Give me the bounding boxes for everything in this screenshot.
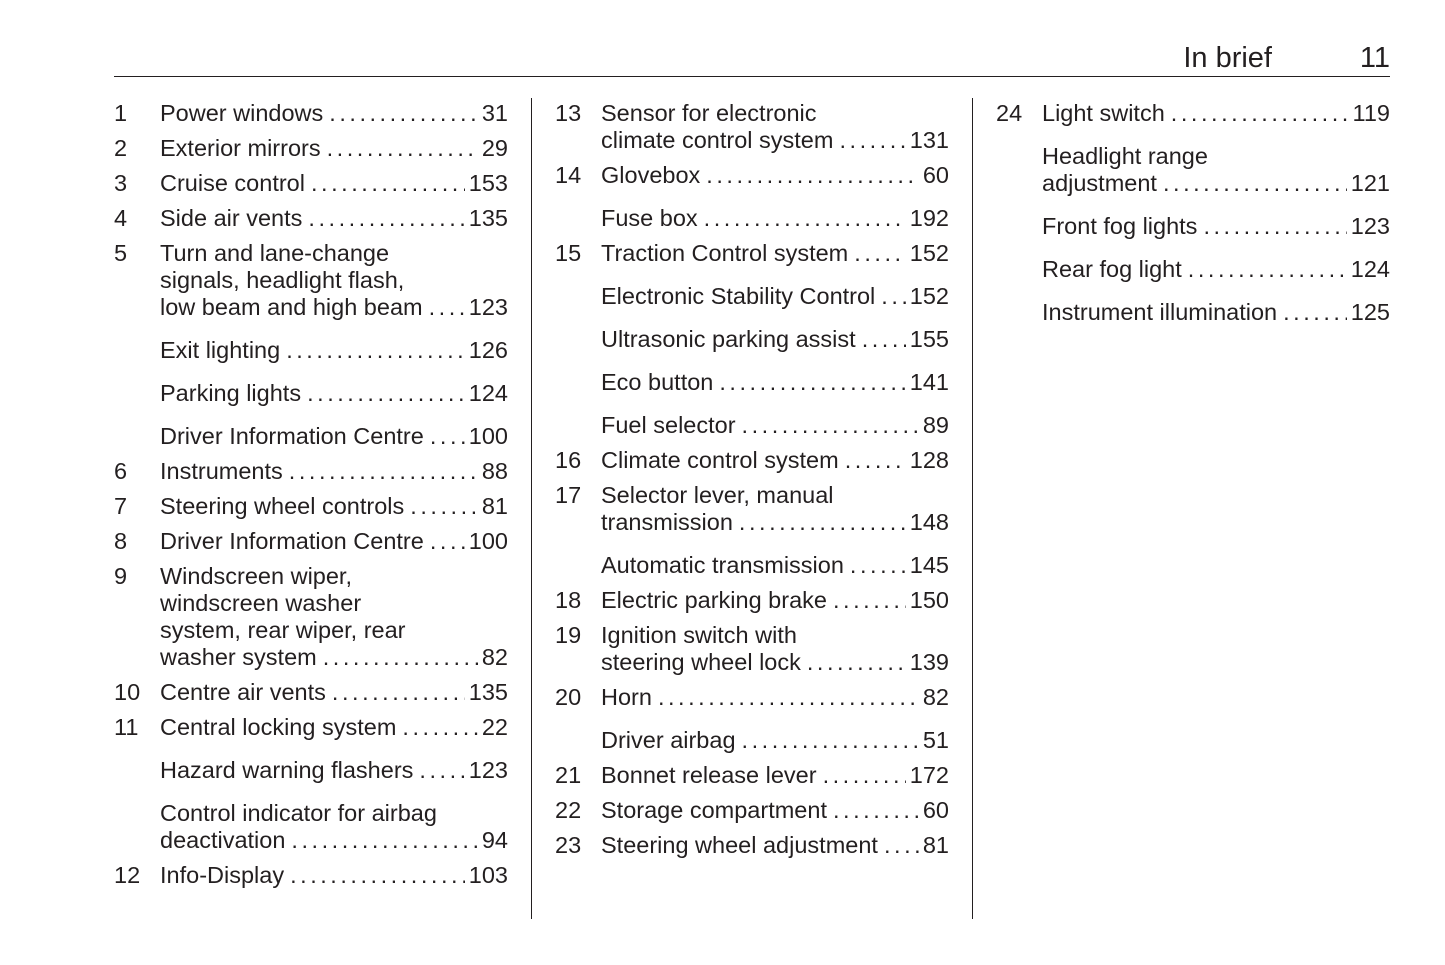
index-entry — [555, 447, 949, 474]
entry-label-line: Hazard warning flashers — [160, 757, 414, 783]
index-entry — [555, 762, 949, 789]
item-number: 7 — [114, 493, 128, 519]
entry-label-line: deactivation — [160, 827, 286, 853]
entry-line-with-page — [160, 423, 508, 450]
dot-leader — [410, 493, 478, 520]
index-entry — [114, 757, 508, 784]
entry-line-with-page — [601, 649, 949, 676]
entry-line-with-page — [601, 684, 949, 711]
entry-label-line: Exit lighting — [160, 337, 281, 363]
entry-line-with-page — [601, 447, 949, 474]
page-reference: 141 — [909, 369, 949, 395]
index-entry — [114, 135, 508, 162]
entry-label-line: Glovebox — [601, 162, 701, 188]
index-entry — [114, 337, 508, 364]
item-number: 18 — [555, 587, 582, 613]
entry-line-with-page — [601, 240, 949, 267]
entry-label-line: low beam and high beam — [160, 294, 423, 320]
index-entry — [114, 423, 508, 450]
entry-line-with-page — [160, 135, 508, 162]
dot-leader — [823, 762, 906, 789]
index-entry — [996, 299, 1390, 326]
index-entry — [555, 283, 949, 310]
index-entry — [996, 213, 1390, 240]
dot-leader — [402, 714, 477, 741]
dot-leader — [833, 587, 906, 614]
item-number: 1 — [114, 100, 128, 126]
entry-line-with-page — [601, 205, 949, 232]
entry-label-line: Storage compartment — [601, 797, 827, 823]
item-number: 17 — [555, 482, 582, 508]
index-entry — [114, 714, 508, 741]
page-reference: 150 — [909, 587, 949, 613]
dot-leader — [704, 205, 906, 232]
page-reference: 145 — [909, 552, 949, 578]
dot-leader — [854, 240, 906, 267]
page-header — [114, 40, 1390, 77]
item-number: 22 — [555, 797, 582, 823]
index-entry — [555, 369, 949, 396]
item-number: 23 — [555, 832, 582, 858]
index-entry — [114, 380, 508, 407]
page-number: 11 — [1359, 42, 1390, 74]
dot-leader — [430, 423, 465, 450]
entry-label-line: Rear fog light — [1042, 256, 1182, 282]
entry-label-line: Driver airbag — [601, 727, 736, 753]
index-entry — [114, 563, 508, 671]
item-number: 21 — [555, 762, 582, 788]
entry-label-line: Eco button — [601, 369, 714, 395]
entry-line-with-page — [160, 757, 508, 784]
entry-line-with-page — [160, 714, 508, 741]
page-reference: 124 — [468, 380, 508, 406]
item-number: 8 — [114, 528, 128, 554]
dot-leader — [311, 170, 465, 197]
entry-line-with-page — [1042, 100, 1390, 127]
page-reference: 103 — [468, 862, 508, 888]
dot-leader — [742, 727, 919, 754]
entry-line-with-page — [160, 679, 508, 706]
entry-line-with-page — [601, 326, 949, 353]
page-reference: 89 — [922, 412, 949, 438]
dot-leader — [1171, 100, 1349, 127]
index-entry — [996, 143, 1390, 197]
entry-line-with-page — [160, 493, 508, 520]
index-entry — [555, 684, 949, 711]
index-entry — [555, 100, 949, 154]
dot-leader — [807, 649, 906, 676]
entry-label-line: Parking lights — [160, 380, 302, 406]
entry-line-with-page — [160, 458, 508, 485]
item-number: 5 — [114, 240, 128, 266]
dot-leader — [706, 162, 919, 189]
entry-label-line: Power windows — [160, 100, 324, 126]
page-reference: 119 — [1352, 100, 1390, 126]
page-reference: 152 — [909, 283, 949, 309]
page-reference: 123 — [468, 294, 508, 320]
item-number: 14 — [555, 162, 582, 188]
entry-label-line: Info-Display — [160, 862, 285, 888]
entry-label-line: climate control system — [601, 127, 834, 153]
item-number: 3 — [114, 170, 128, 196]
item-number: 9 — [114, 563, 128, 589]
item-number: 20 — [555, 684, 582, 710]
page-reference: 51 — [922, 727, 949, 753]
dot-leader — [884, 832, 919, 859]
entry-line-with-page — [160, 827, 508, 854]
page-reference: 82 — [481, 644, 508, 670]
entry-line-with-page — [601, 127, 949, 154]
entry-label-line: Exterior mirrors — [160, 135, 321, 161]
page-reference: 126 — [468, 337, 508, 363]
dot-leader — [329, 100, 478, 127]
index-entry — [555, 412, 949, 439]
page-reference: 100 — [468, 423, 508, 449]
item-number: 11 — [114, 714, 139, 740]
page-reference: 152 — [909, 240, 949, 266]
entry-line-with-page — [160, 205, 508, 232]
page-reference: 123 — [468, 757, 508, 783]
dot-leader — [1203, 213, 1346, 240]
dot-leader — [742, 412, 919, 439]
page-reference: 155 — [909, 326, 949, 352]
entry-line-with-page — [160, 380, 508, 407]
index-entry — [555, 205, 949, 232]
entry-label-line: signals, headlight flash, — [160, 267, 405, 293]
index-entry — [555, 727, 949, 754]
dot-leader — [308, 205, 464, 232]
entry-label-line: Automatic transmission — [601, 552, 844, 578]
entry-label-line: Control indicator for airbag — [160, 800, 437, 826]
page-reference: 135 — [468, 679, 508, 705]
index-entry — [555, 482, 949, 536]
dot-leader — [286, 337, 465, 364]
page-reference: 128 — [909, 447, 949, 473]
entry-label-line: windscreen washer — [160, 590, 362, 616]
item-number: 6 — [114, 458, 128, 484]
index-entry — [114, 205, 508, 232]
item-number: 24 — [996, 100, 1023, 126]
entry-label-line: Side air vents — [160, 205, 303, 231]
page-reference: 81 — [481, 493, 508, 519]
entry-line-with-page — [160, 644, 508, 671]
page-reference: 60 — [922, 162, 949, 188]
page-reference: 123 — [1350, 213, 1390, 239]
item-number: 12 — [114, 862, 141, 888]
dot-leader — [307, 380, 465, 407]
dot-leader — [739, 509, 906, 536]
page-reference: 172 — [909, 762, 949, 788]
entry-label-line: Electric parking brake — [601, 587, 827, 613]
entry-line-with-page — [601, 509, 949, 536]
index-column-3 — [996, 96, 1390, 326]
entry-line-with-page — [160, 862, 508, 889]
dot-leader — [332, 679, 465, 706]
page-reference: 121 — [1350, 170, 1390, 196]
entry-label-line: system, rear wiper, rear — [160, 617, 406, 643]
dot-leader — [839, 127, 905, 154]
entry-label-line: Driver Information Centre — [160, 423, 424, 449]
dot-leader — [419, 757, 464, 784]
dot-leader — [719, 369, 905, 396]
entry-label-line: Fuel selector — [601, 412, 736, 438]
index-entry — [555, 552, 949, 579]
index-entry — [996, 100, 1390, 127]
section-title: In brief — [1183, 42, 1272, 74]
page-reference: 125 — [1350, 299, 1390, 325]
entry-label-line: Steering wheel controls — [160, 493, 405, 519]
entry-label-line: Headlight range — [1042, 143, 1208, 169]
column-divider — [531, 98, 532, 919]
column-divider — [972, 98, 973, 919]
entry-line-with-page — [601, 552, 949, 579]
page-reference: 100 — [468, 528, 508, 554]
index-entry — [114, 493, 508, 520]
item-number: 2 — [114, 135, 128, 161]
entry-label-line: Cruise control — [160, 170, 305, 196]
index-entry — [555, 832, 949, 859]
page-reference: 82 — [922, 684, 949, 710]
page-reference: 60 — [922, 797, 949, 823]
entry-label-line: transmission — [601, 509, 733, 535]
item-number: 10 — [114, 679, 141, 705]
entry-label-line: Traction Control system — [601, 240, 849, 266]
entry-line-with-page — [160, 528, 508, 555]
item-number: 16 — [555, 447, 582, 473]
dot-leader — [862, 326, 906, 353]
index-entry — [114, 800, 508, 854]
page-reference: 148 — [909, 509, 949, 535]
dot-leader — [833, 797, 919, 824]
index-entry — [114, 862, 508, 889]
entry-line-with-page — [1042, 213, 1390, 240]
entry-label-line: Instruments — [160, 458, 283, 484]
index-entry — [555, 162, 949, 189]
item-number: 13 — [555, 100, 582, 126]
entry-line-with-page — [601, 587, 949, 614]
index-entry — [114, 240, 508, 321]
dot-leader — [290, 862, 465, 889]
entry-line-with-page — [1042, 170, 1390, 197]
dot-leader — [291, 827, 477, 854]
dot-leader — [850, 552, 906, 579]
page-reference: 192 — [909, 205, 949, 231]
entry-line-with-page — [160, 170, 508, 197]
index-entry — [114, 100, 508, 127]
entry-label-line: Front fog lights — [1042, 213, 1198, 239]
dot-leader — [881, 283, 906, 310]
dot-leader — [845, 447, 906, 474]
index-entry — [996, 256, 1390, 283]
dot-leader — [327, 135, 478, 162]
page-reference: 29 — [481, 135, 508, 161]
entry-label-line: Sensor for electronic — [601, 100, 817, 126]
item-number: 19 — [555, 622, 582, 648]
entry-label-line: Windscreen wiper, — [160, 563, 352, 589]
index-column-1 — [114, 96, 508, 889]
index-entry — [114, 679, 508, 706]
entry-line-with-page — [160, 100, 508, 127]
page-reference: 124 — [1350, 256, 1390, 282]
index-column-2 — [555, 96, 949, 859]
index-entry — [555, 240, 949, 267]
page-reference: 94 — [481, 827, 508, 853]
item-number: 4 — [114, 205, 128, 231]
entry-line-with-page — [601, 797, 949, 824]
entry-label-line: Bonnet release lever — [601, 762, 817, 788]
page-reference: 22 — [481, 714, 508, 740]
index-entry — [555, 622, 949, 676]
entry-line-with-page — [1042, 256, 1390, 283]
dot-leader — [658, 684, 919, 711]
dot-leader — [429, 294, 465, 321]
entry-line-with-page — [601, 762, 949, 789]
index-entry — [555, 326, 949, 353]
entry-line-with-page — [160, 294, 508, 321]
entry-label-line: Instrument illumination — [1042, 299, 1278, 325]
entry-label-line: Electronic Stability Control — [601, 283, 876, 309]
entry-line-with-page — [601, 727, 949, 754]
dot-leader — [1163, 170, 1347, 197]
entry-label-line: Climate control system — [601, 447, 839, 473]
dot-leader — [289, 458, 478, 485]
entry-line-with-page — [601, 162, 949, 189]
entry-label-line: Light switch — [1042, 100, 1165, 126]
entry-label-line: Turn and lane-change — [160, 240, 390, 266]
entry-line-with-page — [1042, 299, 1390, 326]
dot-leader — [323, 644, 478, 671]
entry-label-line: washer system — [160, 644, 317, 670]
item-number: 15 — [555, 240, 582, 266]
page-reference: 153 — [468, 170, 508, 196]
page-reference: 88 — [481, 458, 508, 484]
index-entry — [555, 587, 949, 614]
entry-label-line: Ultrasonic parking assist — [601, 326, 856, 352]
entry-line-with-page — [160, 337, 508, 364]
dot-leader — [1188, 256, 1347, 283]
entry-label-line: Fuse box — [601, 205, 698, 231]
index-entry — [114, 528, 508, 555]
entry-line-with-page — [601, 283, 949, 310]
entry-line-with-page — [601, 369, 949, 396]
entry-label-line: Centre air vents — [160, 679, 326, 705]
index-entry — [555, 797, 949, 824]
page-reference: 135 — [468, 205, 508, 231]
page-reference: 139 — [909, 649, 949, 675]
entry-label-line: Driver Information Centre — [160, 528, 424, 554]
index-entry — [114, 458, 508, 485]
entry-label-line: Selector lever, manual — [601, 482, 834, 508]
entry-label-line: adjustment — [1042, 170, 1157, 196]
entry-label-line: steering wheel lock — [601, 649, 801, 675]
entry-label-line: Central locking system — [160, 714, 397, 740]
dot-leader — [1283, 299, 1347, 326]
index-entry — [114, 170, 508, 197]
dot-leader — [430, 528, 465, 555]
entry-label-line: Ignition switch with — [601, 622, 797, 648]
entry-label-line: Horn — [601, 684, 652, 710]
page-reference: 81 — [922, 832, 949, 858]
entry-line-with-page — [601, 832, 949, 859]
page-reference: 131 — [909, 127, 949, 153]
page-reference: 31 — [481, 100, 508, 126]
entry-line-with-page — [601, 412, 949, 439]
entry-label-line: Steering wheel adjustment — [601, 832, 878, 858]
